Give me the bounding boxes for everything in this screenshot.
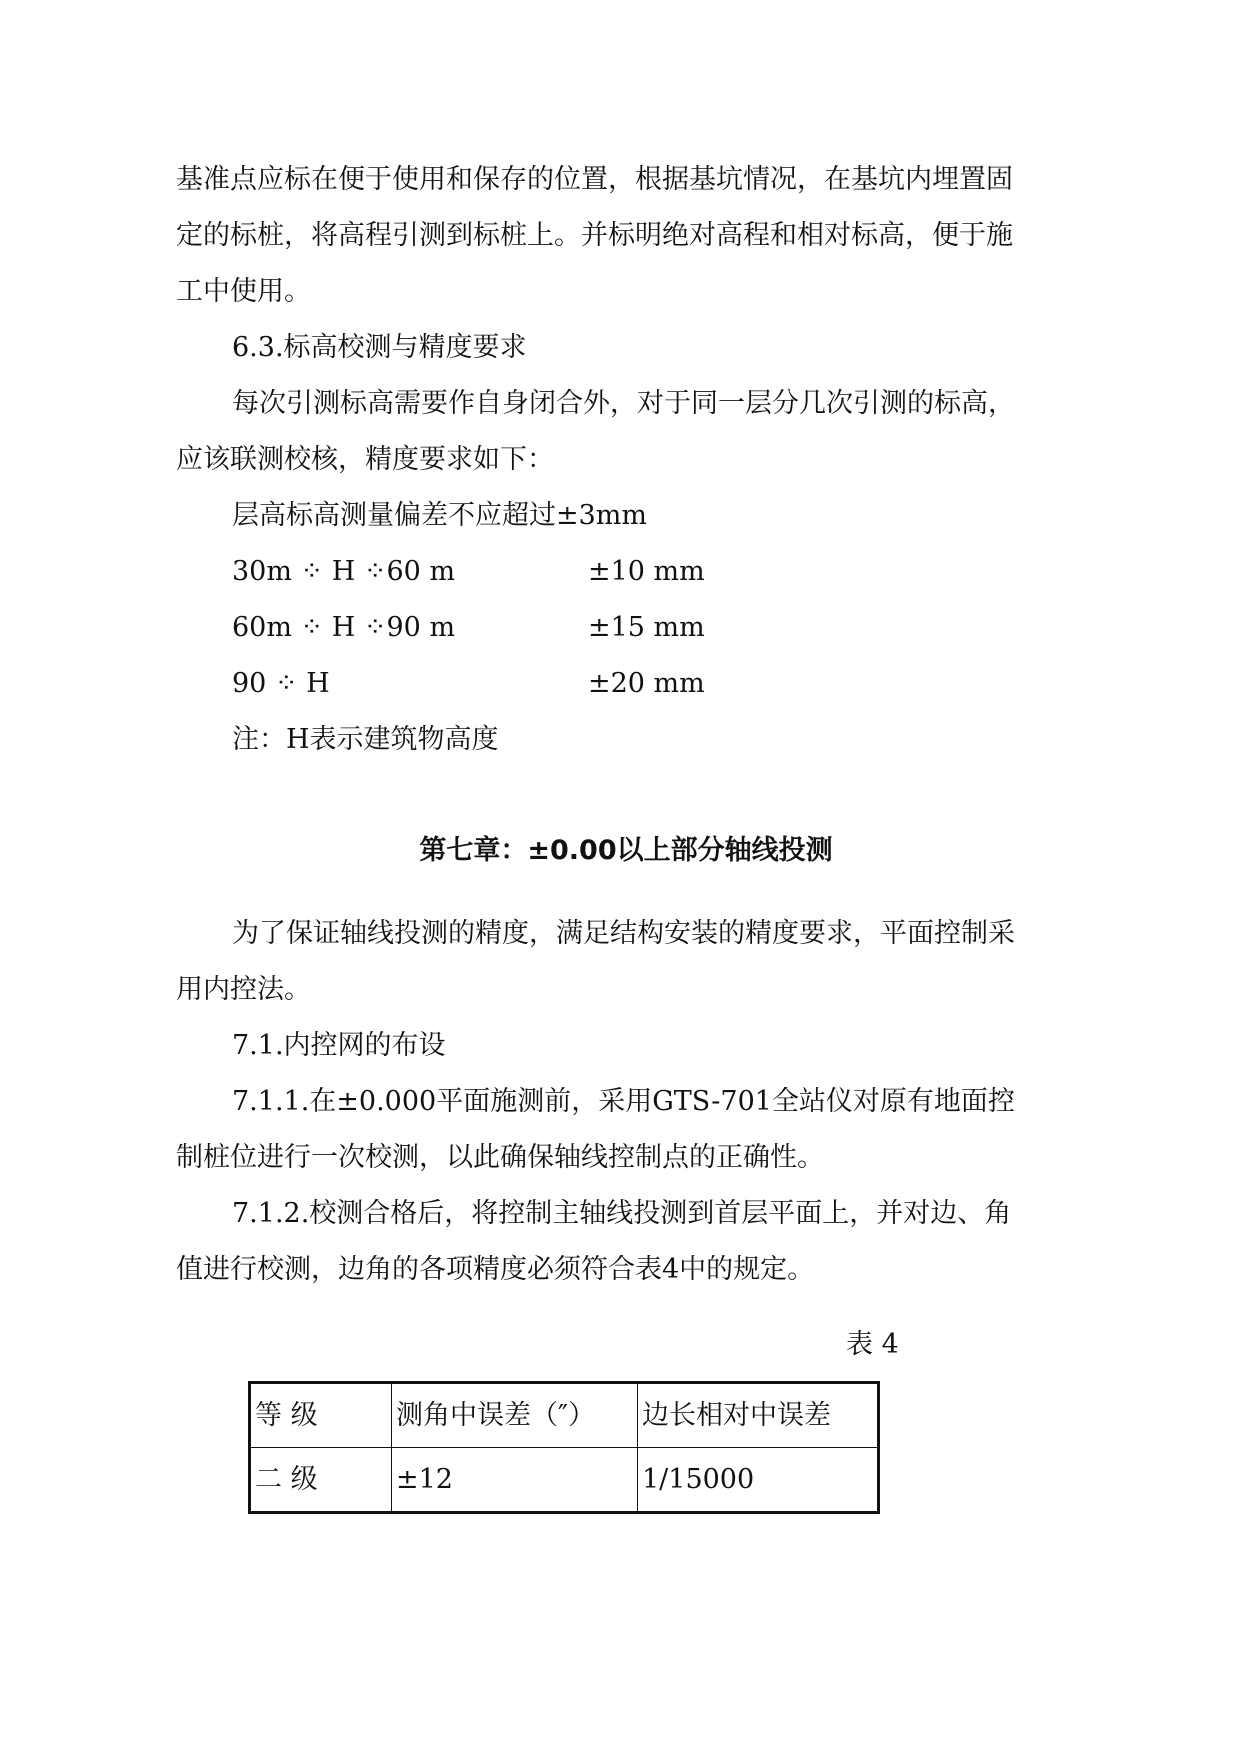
height-range: 30m ⁘ H ⁘60 m (232, 556, 456, 587)
table-header-cell: 测角中误差（″） (392, 1383, 638, 1448)
paragraph-line: 值进行校测，边角的各项精度必须符合表4中的规定。 (176, 1254, 815, 1285)
table-cell: ±12 (392, 1448, 638, 1513)
paragraph-line: 用内控法。 (176, 974, 311, 1005)
height-range: 60m ⁘ H ⁘90 m (232, 612, 456, 643)
table-caption: 表 4 (846, 1329, 899, 1360)
paragraph-line: 应该联测校核，精度要求如下： (176, 444, 554, 475)
paragraph-line: 工中使用。 (176, 276, 311, 307)
paragraph-line: 7.1.2.校测合格后，将控制主轴线投测到首层平面上，并对边、角 (232, 1198, 1012, 1229)
table-cell: 1/15000 (638, 1448, 879, 1513)
paragraph-line: 制桩位进行一次校测，以此确保轴线控制点的正确性。 (176, 1142, 824, 1173)
section-heading-6-3: 6.3.标高校测与精度要求 (232, 332, 527, 363)
paragraph-line: 7.1.1.在±0.000平面施测前，采用GTS-701全站仪对原有地面控 (232, 1086, 1015, 1117)
table-row (250, 1448, 879, 1513)
height-range: 90 ⁘ H (232, 668, 330, 699)
table-cell: 二 级 (250, 1448, 392, 1513)
table-header-cell: 边长相对中误差 (638, 1383, 879, 1448)
height-tolerance: ±10 mm (588, 556, 705, 587)
height-tolerance: ±20 mm (588, 668, 705, 699)
accuracy-table (248, 1381, 880, 1514)
table-header-cell: 等 级 (250, 1383, 392, 1448)
note: 注：H表示建筑物高度 (232, 724, 499, 755)
chapter-title: 第七章：±0.00以上部分轴线投测 (419, 835, 833, 866)
height-tolerance: ±15 mm (588, 612, 705, 643)
storey-requirement: 层高标高测量偏差不应超过±3mm (232, 500, 648, 531)
table-header-row (250, 1383, 879, 1448)
paragraph-line: 为了保证轴线投测的精度，满足结构安装的精度要求，平面控制采 (232, 918, 1015, 949)
paragraph-line: 定的标桩，将高程引测到标桩上。并标明绝对高程和相对标高，便于施 (176, 220, 1013, 251)
section-heading-7-1: 7.1.内控网的布设 (232, 1030, 446, 1061)
paragraph-line: 每次引测标高需要作自身闭合外，对于同一层分几次引测的标高， (232, 388, 1015, 419)
paragraph-line: 基准点应标在便于使用和保存的位置，根据基坑情况，在基坑内埋置固 (176, 164, 1013, 195)
